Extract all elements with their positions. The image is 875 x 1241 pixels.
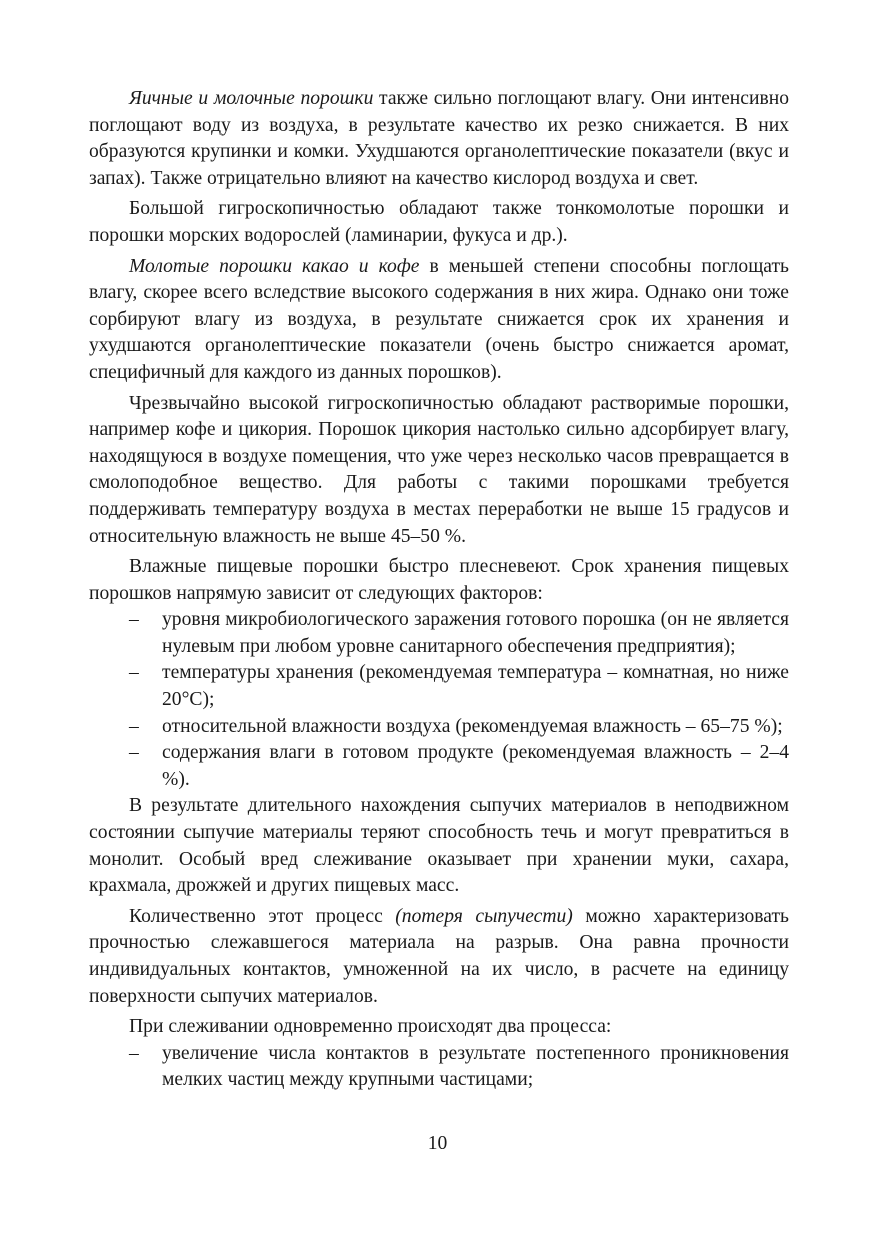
paragraph-text: Количественно этот процесс bbox=[129, 905, 396, 927]
paragraph-text: Чрезвычайно высокой гигроскопичностью обладают растворимые порошки, например кофе и цикория. Порошок цикория настолько сильно адсорбирует влагу, находящуюся в воздухе помещения, что уже через несколько часов превращается в смолоподобное вещество. Для работы с такими порошками требуется поддерживать температуру воздуха в местах переработки не выше 15 градусов и относительную влажность не выше 45–50 %. bbox=[89, 392, 789, 547]
paragraph-text: Влажные пищевые порошки быстро плесневеют. Срок хранения пищевых порошков напрямую зависит от следующих факторов: bbox=[89, 556, 789, 604]
list-item-text: относительной влажности воздуха (рекомендуемая влажность – 65–75 %); bbox=[162, 715, 783, 737]
list-item-text: содержания влаги в готовом продукте (рекомендуемая влажность – 2–4 %). bbox=[162, 742, 789, 790]
paragraph-italic-term: Молотые порошки какао и кофе bbox=[129, 255, 420, 277]
paragraph-fine-powders bbox=[89, 196, 789, 249]
paragraph-flowability-loss bbox=[89, 904, 789, 1010]
list-caking-processes bbox=[89, 1041, 789, 1094]
paragraph-text: также сильно поглощают влагу. Они интенсивно поглощают воду из воздуха, в результате качество их резко снижается. В них образуются крупинки и комки. Ухудшаются органолептические показатели (вкус и запах). Также отрицательно влияют на качество кислород воздуха и свет. bbox=[89, 88, 790, 189]
dash-bullet: – bbox=[129, 1042, 139, 1064]
list-item-text: уровня микробиологического заражения готового порошка (он не является нулевым при любом уровне санитарного обеспечения предприятия); bbox=[162, 609, 789, 657]
page-number: 10 bbox=[427, 1133, 448, 1154]
paragraph-text: можно характеризовать прочностью слежавшегося материала на разрыв. Она равна прочности индивидуальных контактов, умноженной на их число, в расчете на единицу поверхности сыпучих материалов. bbox=[89, 905, 789, 1007]
paragraph-italic-term: Яичные и молочные порошки bbox=[129, 88, 374, 109]
list-item bbox=[89, 660, 789, 713]
dash-bullet: – bbox=[129, 742, 139, 764]
dash-bullet: – bbox=[129, 662, 139, 684]
list-item bbox=[89, 1041, 789, 1094]
paragraph-text: Большой гигроскопичностью обладают также тонкомолотые порошки и порошки морских водорослей (ламинарии, фукуса и др.). bbox=[89, 198, 789, 246]
paragraph-text: В результате длительного нахождения сыпучих материалов в неподвижном состоянии сыпучие материалы теряют способность течь и могут превратиться в монолит. Особый вред слеживание оказывает при хранении муки, сахара, крахмала, дрожжей и других пищевых масс. bbox=[89, 795, 789, 897]
paragraph-italic-term: (потеря сыпучести) bbox=[395, 905, 573, 927]
list-item bbox=[89, 714, 789, 741]
list-item-text: температуры хранения (рекомендуемая температура – комнатная, но ниже 20°С); bbox=[162, 662, 789, 711]
paragraph-two-processes bbox=[89, 1014, 789, 1041]
paragraph-egg-milk-powders bbox=[89, 86, 789, 192]
list-storage-factors bbox=[89, 607, 789, 793]
list-item bbox=[89, 607, 789, 660]
paragraph-text: в меньшей степени способны поглощать влагу, скорее всего вследствие высокого содержания в них жира. Однако они тоже сорбируют влагу из воздуха, в результате снижается срок их хранения и ухудшаются органолептические показатели (очень быстро снижается аромат, специфичный для каждого из данных порошков). bbox=[89, 255, 789, 383]
paragraph-cocoa-coffee bbox=[89, 254, 789, 387]
list-item bbox=[89, 740, 789, 793]
paragraph-soluble-powders bbox=[89, 391, 789, 551]
paragraph-text: При слеживании одновременно происходят два процесса: bbox=[129, 1016, 612, 1038]
page-body bbox=[89, 86, 789, 1094]
paragraph-storage-factors bbox=[89, 554, 789, 607]
dash-bullet: – bbox=[129, 715, 139, 737]
list-item-text: увеличение числа контактов в результате постепенного проникновения мелких частиц между крупными частицами; bbox=[162, 1042, 789, 1091]
dash-bullet: – bbox=[129, 609, 139, 631]
paragraph-caking bbox=[89, 793, 789, 899]
